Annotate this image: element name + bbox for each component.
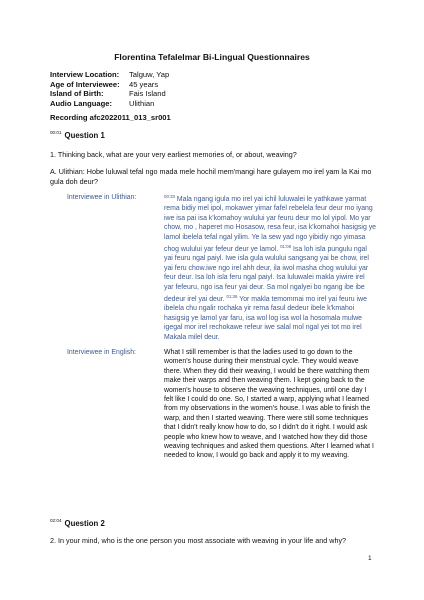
- answer-text: Yor makla temommai mo irel yai feuru iwe ibelela chu ngalir rochaka yir rema fasul dedeur ibele k'kmahoi hasigsig ye lamol yar faru, isa wol log isa wol la hosomala mulwe igegal mor irel rechokawe refeur iwe salal mol ngal yei tot mo irel Makala milel deur.: [164, 296, 367, 341]
- answer-text: Mala ngang igula mo irel yai ichil luluwalei le yathkawe yarmat rema bidiy mel ipol, mokawer yimar fafel rebelela feur deur mo iyang iwe isa pai isa k'komahoy wulului yar feuru deur mo lol yipol. Mo yar chow, mo , haperet mo Hosasow, resa feur, isa k'komahoi hasigsig ye lamol ibelela tefal ngal yilim. Ye la sew yad ngo yibidiy ngo yimasa chog wulului yar fefeur deur ye lamol.: [164, 196, 376, 254]
- speaker-label-english: Interviewee in English:: [67, 349, 136, 356]
- meta-value: Talguw, Yap: [129, 70, 170, 79]
- speaker-label-ulithian: Interviewee in Ulithian:: [67, 194, 137, 201]
- meta-label: Age of Interviewee:: [50, 79, 120, 89]
- meta-value: Fais Island: [129, 89, 166, 99]
- page-number: 1: [368, 555, 372, 562]
- recording-id: Recording afc2022011_013_sr001: [50, 113, 171, 122]
- meta-row-island: [50, 89, 166, 99]
- meta-value: 45 years: [129, 79, 159, 89]
- question2-heading: [50, 518, 105, 528]
- document-title: Florentina Tefalelmar Bi-Lingual Questionnaires: [114, 52, 310, 62]
- meta-row-language: [50, 99, 154, 109]
- question-title: Question 1: [64, 131, 105, 140]
- meta-row-location: [50, 70, 169, 80]
- answer-ulithian: [164, 192, 376, 342]
- question1-ulithian-prompt: A. Ulithian: Hobe luluwal tefal ngo mada mele hochil mem'mangi hare gulayem mo irel yam la Kai mo gula doh deur?: [50, 167, 372, 186]
- question2-prompt: 2. In your mind, who is the one person you most associate with weaving in your life and why?: [50, 536, 347, 545]
- meta-label: Island of Birth:: [50, 89, 104, 99]
- timestamp: 02:04: [50, 518, 62, 523]
- question-title: Question 2: [64, 519, 105, 528]
- meta-label: Interview Location:: [50, 70, 120, 79]
- meta-row-age: [50, 80, 158, 90]
- question1-heading: [50, 130, 105, 140]
- question1-prompt: 1. Thinking back, what are your very earliest memories of, or about, weaving?: [50, 150, 297, 159]
- timestamp: 01:08: [280, 244, 292, 250]
- answer-text: Isa loh isla pungulu ngal yai feuru ngal paiyl. Iwe isla gula wulului sangsang yai be chow, irel yai feru chow.iwe ngo irel ahh deur, ila iwol masha chog wulului yar feur deur. Isa loh isla feru ngal paiyl. Isa luluwalei makla yiwire irel yar fefeuru, ngo isa feur yai deur. Sa mol ngalyei bo ngang ibe ibe dedeur irel yai deur.: [164, 246, 369, 304]
- meta-value: Ulithian: [129, 98, 155, 108]
- answer-english: What I still remember is that the ladies used to go down to the women's house during their menstrual cycle. They would weave there. When they did their weaving, I would be there watching them make their warps and then weaving them. I kept going back to the women's house to observe the weaving techniques, until one day I felt like I could do one. So, I started a warp, applying what I learned from my observations in the women's house. I was able to finish the warp, and then I started weaving. There were still some techniques that I didn't really know how to do, so I didn't do it right. I would ask people who knew how to weave, and I watched how they did those weaving techniques and asked them questions. After I learned what I needed to know, I would go back and apply it to my weaving.: [164, 349, 374, 460]
- timestamp: 00:33: [164, 194, 175, 199]
- timestamp: 01:36: [226, 294, 238, 300]
- timestamp: 00:01: [50, 130, 62, 135]
- meta-label: Audio Language:: [50, 98, 113, 108]
